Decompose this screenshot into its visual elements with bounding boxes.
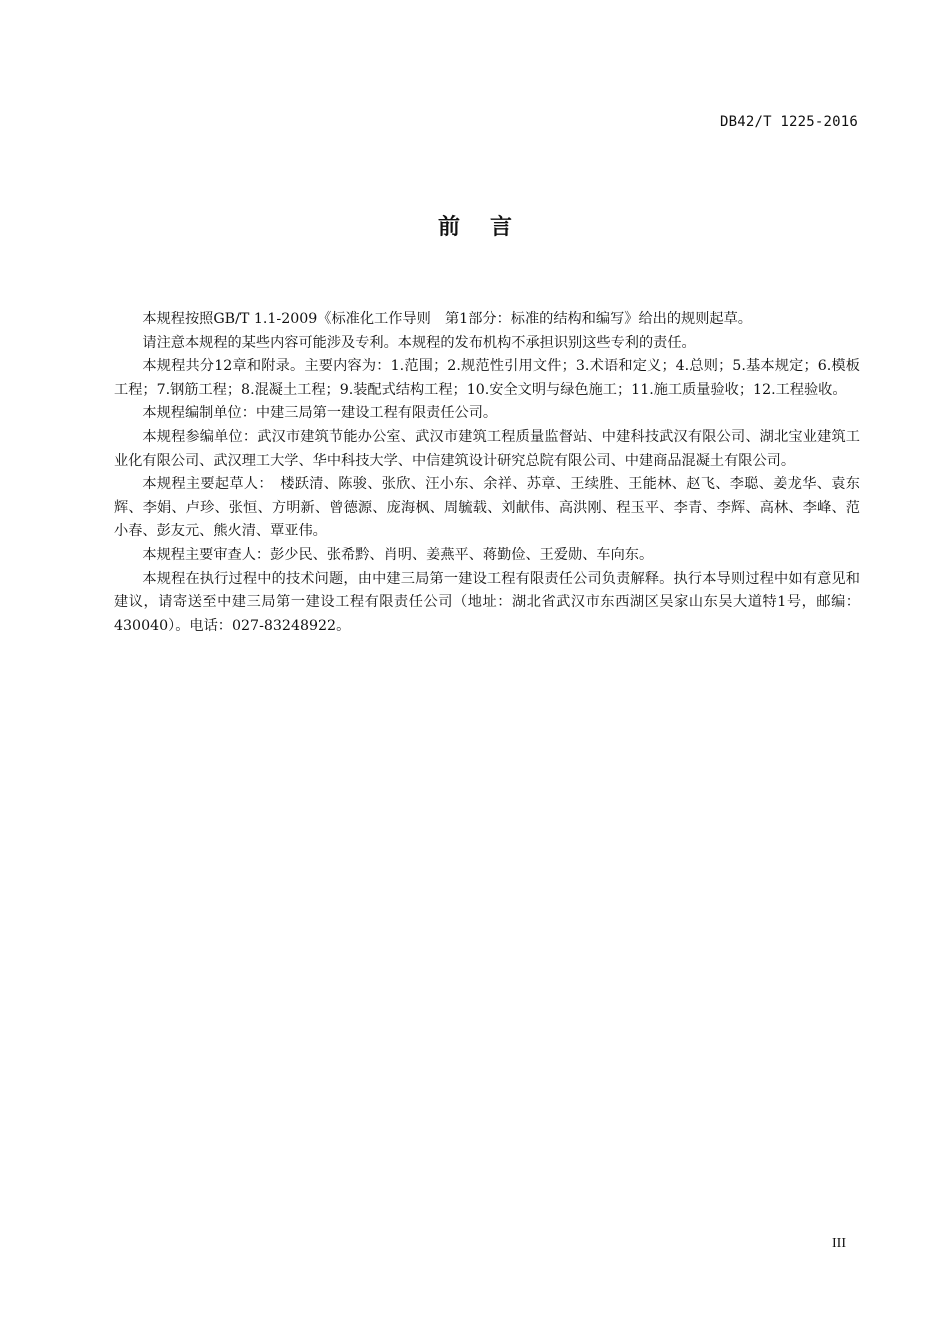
paragraph-drafting-rules: 本规程按照GB/T 1.1-2009《标准化工作导则 第1部分：标准的结构和编写》给出的规则起草。 bbox=[142, 311, 752, 327]
paragraph-main-drafters: 本规程主要起草人： 楼跃清、陈骏、张欣、汪小东、余祥、苏章、王续胜、王能林、赵飞、李聪、姜龙华、袁东辉、李娟、卢珍、张恒、方明新、曾德源、庞海枫、周毓载、刘献伟、高洪刚、程玉平、李青、李辉、高林、李峰、范小春、彭友元、熊火清、覃亚伟。 bbox=[114, 476, 860, 540]
paragraph-compiling-unit: 本规程编制单位：中建三局第一建设工程有限责任公司。 bbox=[142, 405, 498, 422]
paragraph-contact-info: 本规程在执行过程中的技术问题，由中建三局第一建设工程有限责任公司负责解释。执行本导则过程中如有意见和建议，请寄送至中建三局第一建设工程有限责任公司（地址：湖北省武汉市东西湖区吴家山东吴大道特1号，邮编：430040）。电话：027-83248922。 bbox=[114, 570, 860, 634]
paragraph-contents: 本规程共分12章和附录。主要内容为：1.范围；2.规范性引用文件；3.术语和定义；4.总则；5.基本规定；6.模板工程；7.钢筋工程；8.混凝土工程；9.装配式结构工程；10.安全文明与绿色施工；11.施工质量验收；12.工程验收。 bbox=[114, 358, 860, 398]
page-title: 前言 bbox=[437, 215, 542, 240]
document-code: DB42/T 1225-2016 bbox=[719, 114, 858, 130]
page-number: III bbox=[832, 1236, 846, 1251]
paragraph-participating-units: 本规程参编单位：武汉市建筑节能办公室、武汉市建筑工程质量监督站、中建科技武汉有限公司、湖北宝业建筑工业化有限公司、武汉理工大学、华中科技大学、中信建筑设计研究总院有限公司、中建商品混凝土有限公司。 bbox=[114, 428, 860, 469]
paragraph-main-reviewers: 本规程主要审查人：彭少民、张希黔、肖明、姜燕平、蒋勤俭、王爱勋、车向东。 bbox=[142, 546, 654, 563]
foreword-body bbox=[114, 308, 860, 638]
paragraph-patent-notice: 请注意本规程的某些内容可能涉及专利。本规程的发布机构不承担识别这些专利的责任。 bbox=[142, 334, 696, 351]
